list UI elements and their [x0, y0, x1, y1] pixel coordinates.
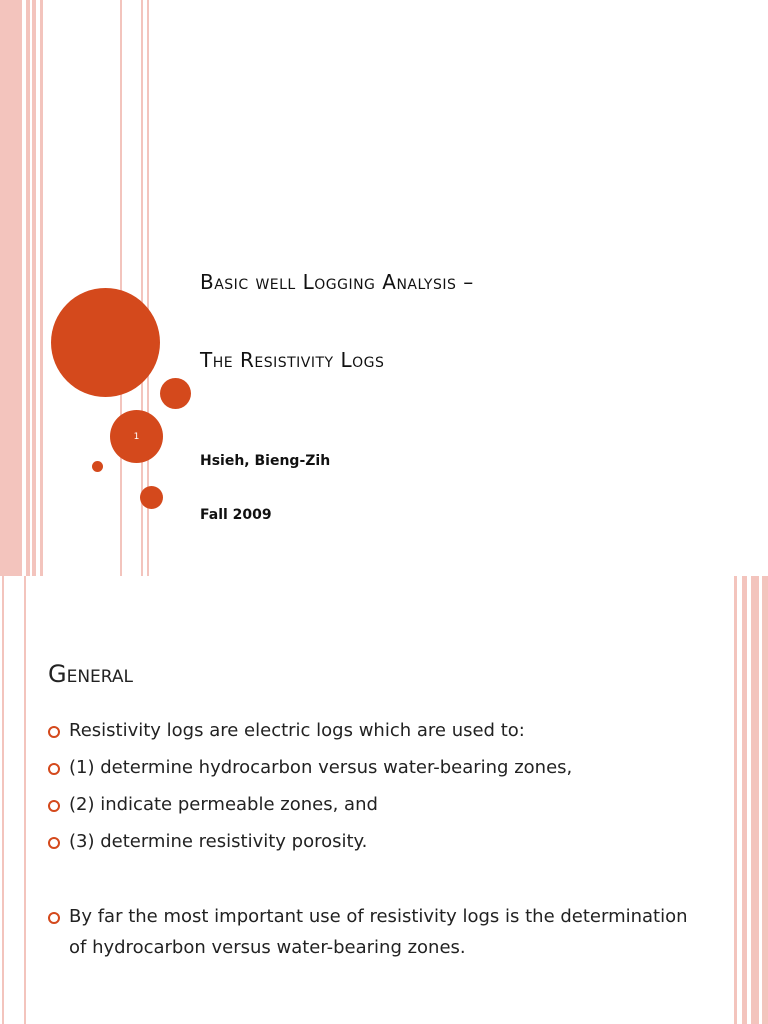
- bullet-item: [48, 901, 689, 963]
- bullet-text: Resistivity logs are electric logs which are used to:: [69, 720, 525, 741]
- decor-stripe: [742, 576, 747, 1024]
- slide-title-line1: Basic well Logging Analysis –: [200, 270, 474, 294]
- decor-stripe: [734, 576, 737, 1024]
- slide-number: 1: [133, 431, 140, 442]
- term-label: Fall 2009: [200, 507, 272, 523]
- decor-stripe: [30, 0, 32, 576]
- decor-stripe: [22, 0, 26, 576]
- ring-bullet-icon: [48, 763, 60, 775]
- decor-circle-large: [51, 288, 160, 397]
- slide-title-line2: The Resistivity Logs: [200, 348, 385, 372]
- decor-circle-medium: [160, 378, 191, 409]
- ring-bullet-icon: [48, 837, 60, 849]
- content-slide: [0, 576, 768, 1024]
- bullet-item: [48, 715, 689, 746]
- bullet-text: (3) determine resistivity porosity.: [69, 831, 368, 852]
- bullet-item: [48, 789, 689, 820]
- bullet-text: (1) determine hydrocarbon versus water-bearing zones,: [69, 757, 573, 778]
- bullet-item: [48, 752, 689, 783]
- slide-number-badge: [110, 410, 163, 463]
- decor-circle-tiny: [92, 461, 103, 472]
- decor-stripe: [24, 576, 26, 1024]
- decor-stripe: [2, 576, 4, 1024]
- bullet-item: [48, 826, 689, 857]
- bullet-text: By far the most important use of resistivity logs is the determination of hydrocarbon versus water-bearing zones.: [69, 906, 688, 958]
- ring-bullet-icon: [48, 800, 60, 812]
- slide-heading: General: [48, 660, 134, 688]
- ring-bullet-icon: [48, 726, 60, 738]
- decor-stripe: [120, 0, 122, 576]
- ring-bullet-icon: [48, 912, 60, 924]
- decor-stripe: [40, 0, 43, 576]
- decor-circle-small: [140, 486, 163, 509]
- author-name: Hsieh, Bieng-Zih: [200, 453, 331, 469]
- decor-stripe: [759, 576, 762, 1024]
- bullet-text: (2) indicate permeable zones, and: [69, 794, 378, 815]
